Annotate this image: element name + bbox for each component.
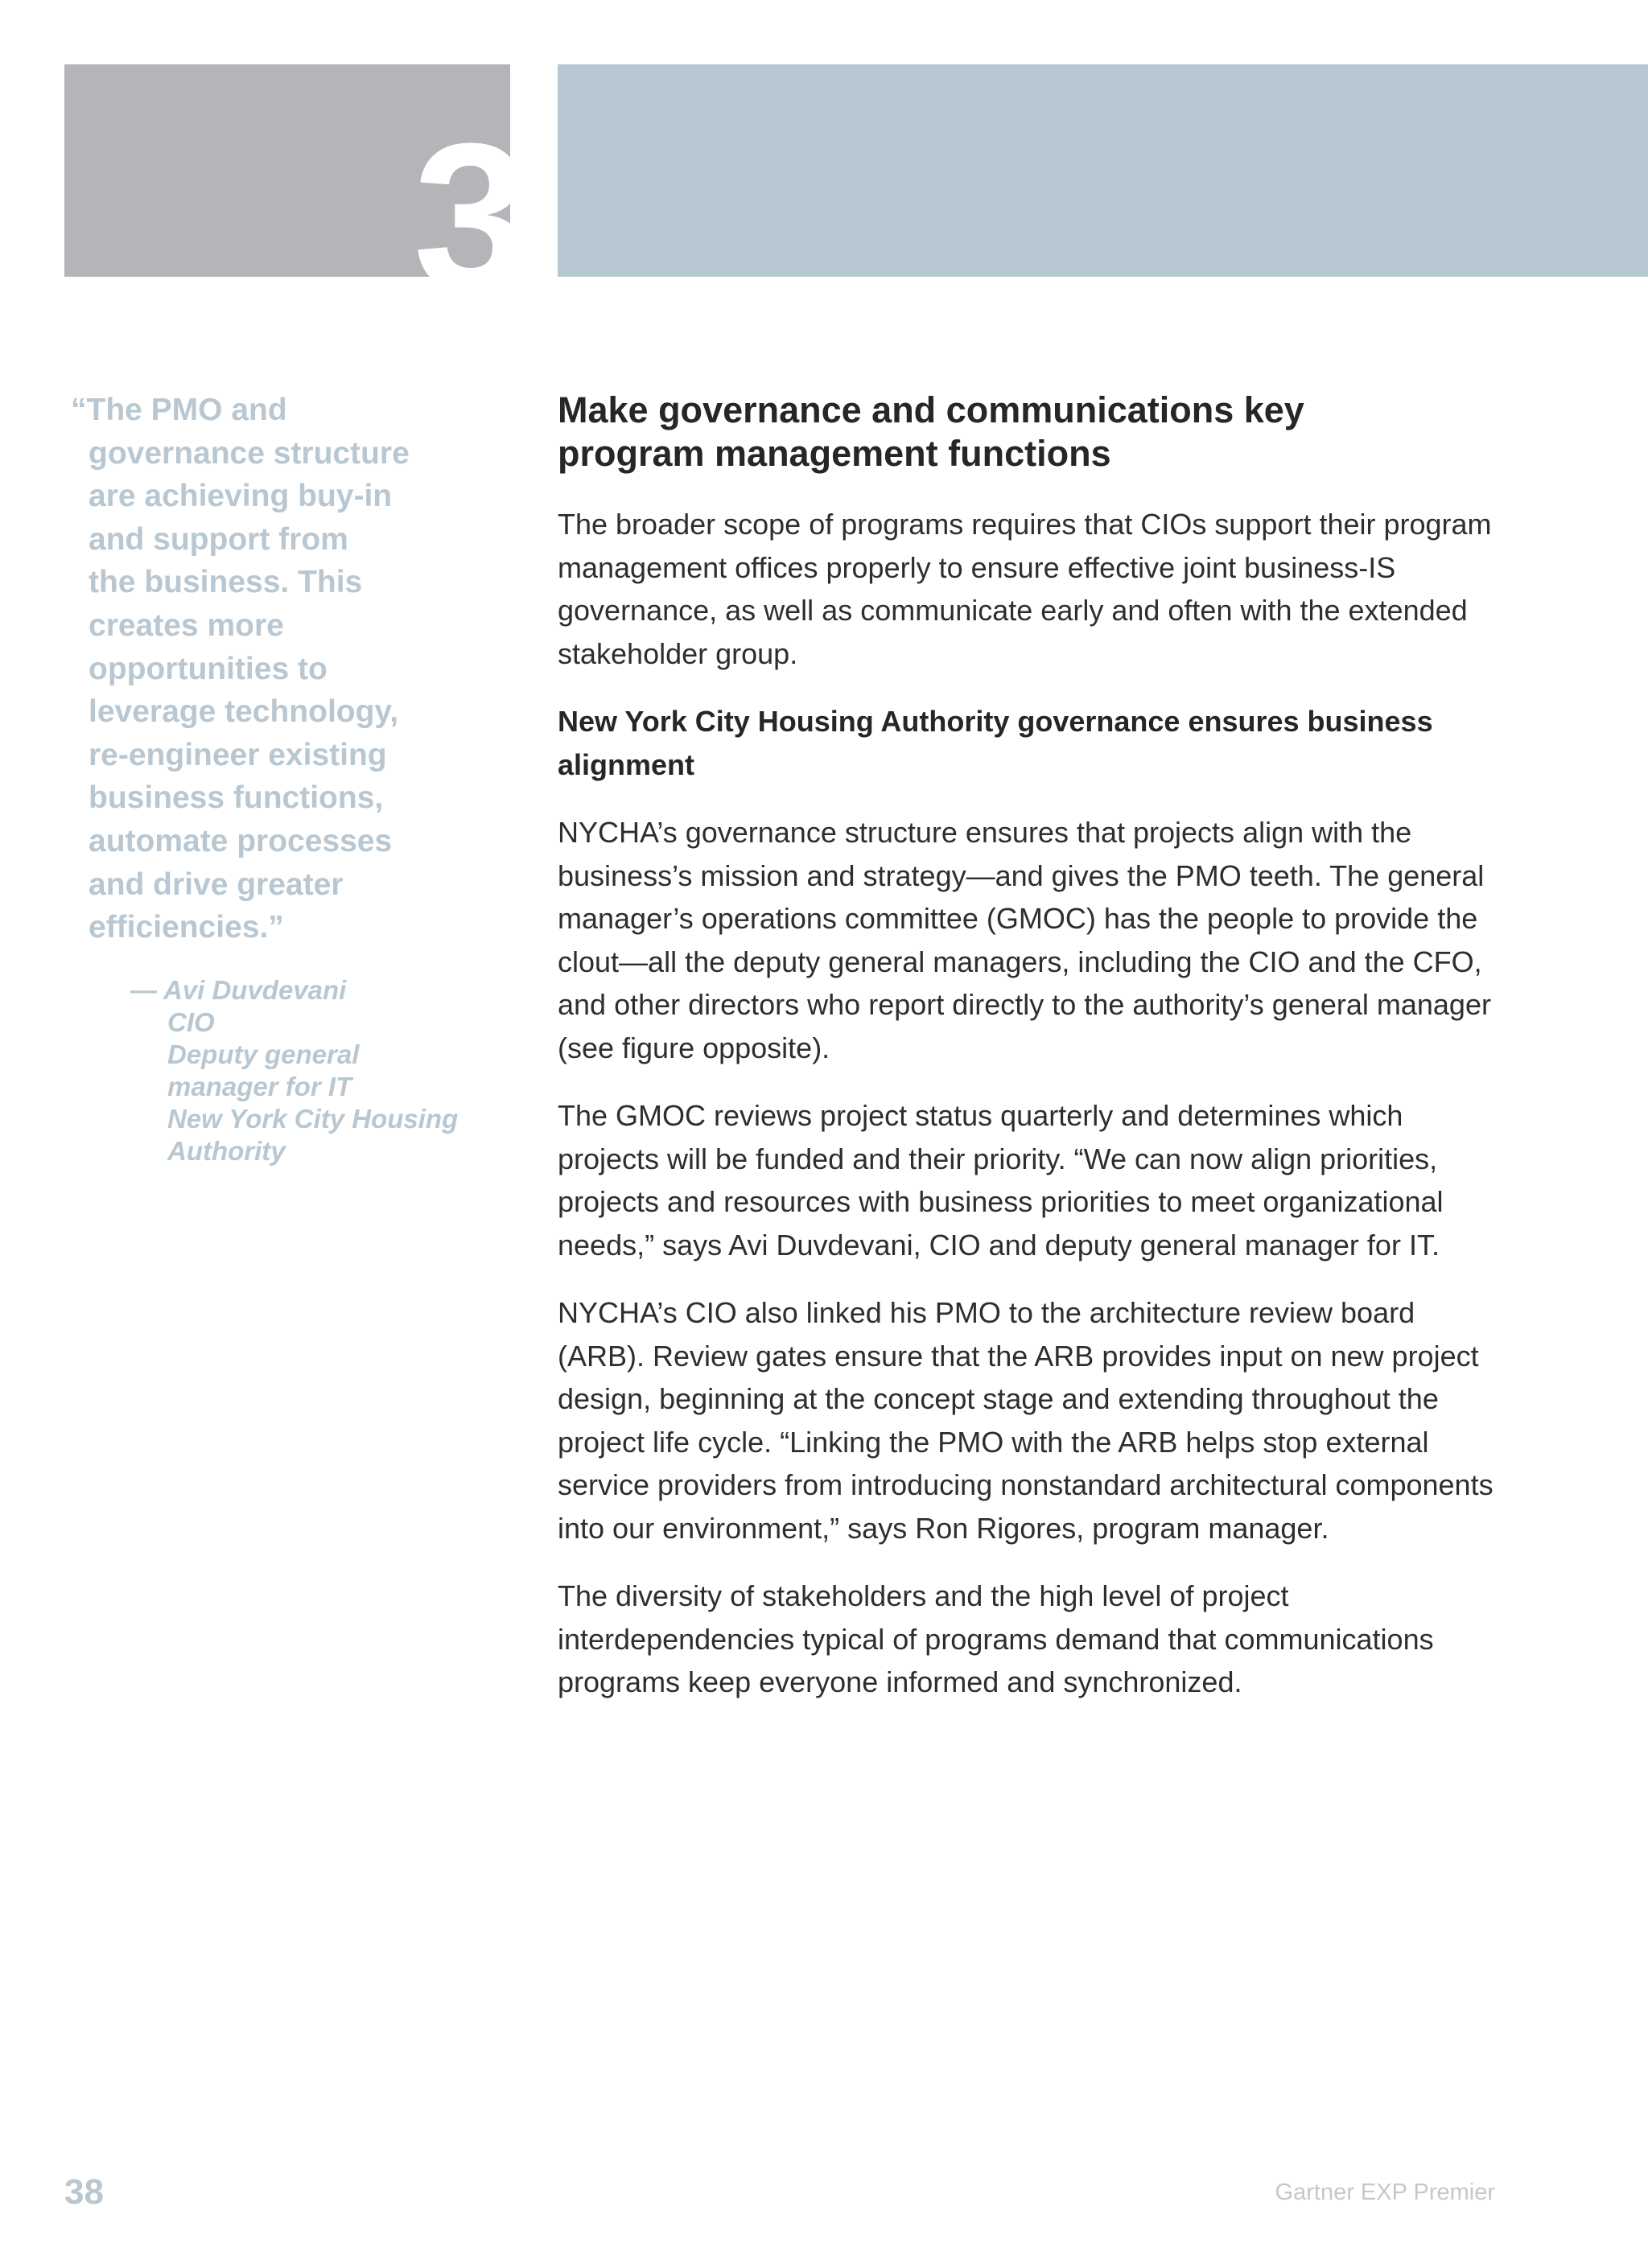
text-line: projects and resources with business priorities to meet organizational	[558, 1185, 1444, 1218]
pull-quote-line: are achieving buy-in	[89, 479, 393, 514]
text-line: project life cycle. “Linking the PMO with the ARB helps stop external	[558, 1425, 1429, 1459]
text-line: The GMOC reviews project status quarterly and determines which	[558, 1099, 1403, 1132]
text-line: The diversity of stakeholders and the high level of project	[558, 1579, 1289, 1612]
attribution-line: Deputy general	[167, 1039, 360, 1069]
subheading	[558, 700, 1588, 786]
pull-quote-line: business functions,	[89, 780, 384, 816]
body-paragraph	[558, 811, 1588, 1069]
text-line: interdependencies typical of programs demand that communications	[558, 1622, 1434, 1656]
attribution-line: — Avi Duvdevani	[130, 975, 347, 1005]
text-line: clout—all the deputy general managers, including the CIO and the CFO,	[558, 945, 1482, 978]
pull-quote-line: re-engineer existing	[89, 737, 387, 772]
pull-quote-line: creates more	[89, 607, 284, 643]
text-line: NYCHA’s CIO also linked his PMO to the architecture review board	[558, 1296, 1415, 1329]
pull-quote	[71, 389, 489, 949]
text-line: needs,” says Avi Duvdevani, CIO and deputy general manager for IT.	[558, 1228, 1440, 1262]
text-line: into our environment,” says Ron Rigores, program manager.	[558, 1511, 1329, 1545]
text-line: (ARB). Review gates ensure that the ARB provides input on new project	[558, 1339, 1479, 1373]
text-line: NYCHA’s governance structure ensures that projects align with the	[558, 816, 1412, 849]
attribution-line: Authority	[167, 1136, 286, 1166]
section-title-line: program management functions	[558, 433, 1111, 474]
body-paragraph	[558, 1574, 1588, 1704]
header-color-bar	[558, 64, 1648, 277]
text-line: design, beginning at the concept stage and extending throughout the	[558, 1382, 1439, 1415]
pull-quote-line: efficiencies.”	[89, 910, 284, 945]
text-line: manager’s operations committee (GMOC) has the people to provide the	[558, 902, 1478, 935]
pull-quote-line: leverage technology,	[89, 694, 399, 730]
text-line: governance, as well as communicate early and often with the extended	[558, 594, 1468, 627]
body-paragraph	[558, 1291, 1588, 1550]
main-content	[558, 389, 1588, 1704]
text-line: projects will be funded and their priority. “We can now align priorities,	[558, 1142, 1438, 1175]
pull-quote-line: automate processes	[89, 823, 393, 858]
pull-quote-attribution	[130, 974, 458, 1167]
text-line: management offices properly to ensure effective joint business-IS	[558, 550, 1396, 584]
pull-quote-line: governance structure	[89, 435, 410, 471]
text-line: programs keep everyone informed and synchronized.	[558, 1665, 1242, 1698]
intro-paragraph	[558, 503, 1588, 675]
attribution-line: New York City Housing	[167, 1104, 459, 1134]
attribution-line: CIO	[167, 1007, 215, 1037]
text-line: (see figure opposite).	[558, 1031, 830, 1064]
body-paragraph	[558, 1094, 1588, 1266]
text-line: stakeholder group.	[558, 636, 798, 670]
pull-quote-line: and drive greater	[89, 866, 344, 902]
text-line: and other directors who report directly to the authority’s general manager	[558, 988, 1491, 1021]
chapter-number-block	[64, 64, 521, 334]
section-title	[558, 389, 1588, 475]
pull-quote-line: opportunities to	[89, 651, 328, 686]
attribution-line: manager for IT	[167, 1072, 352, 1101]
subheading-line: New York City Housing Authority governance ensures business	[558, 705, 1433, 738]
text-line: business’s mission and strategy—and gives the PMO teeth. The general	[558, 858, 1485, 892]
chapter-number: 3	[413, 101, 521, 334]
pull-quote-line: the business. This	[89, 565, 363, 600]
text-line: The broader scope of programs requires that CIOs support their program	[558, 508, 1492, 541]
section-title-line: Make governance and communications key	[558, 389, 1304, 430]
text-line: service providers from introducing nonstandard architectural components	[558, 1468, 1494, 1501]
subheading-line: alignment	[558, 747, 695, 781]
page-number: 38	[64, 2172, 104, 2212]
footer-brand: Gartner EXP Premier	[1275, 2180, 1495, 2205]
pull-quote-line: and support from	[89, 521, 348, 557]
pull-quote-line: “The PMO and	[71, 393, 287, 427]
